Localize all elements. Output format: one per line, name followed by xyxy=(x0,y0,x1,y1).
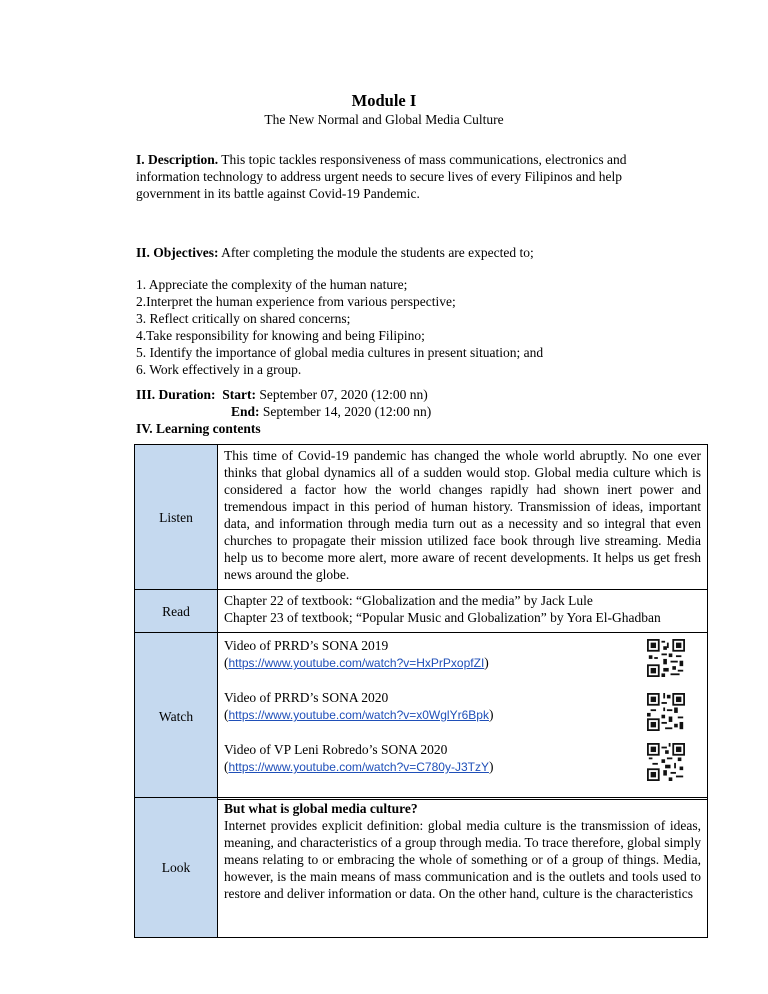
listen-label: Listen xyxy=(135,445,218,590)
page-title: Module I xyxy=(351,91,417,110)
description-text: This topic tackles responsiveness of mass communications, electronics and information technology to address urgent needs to secure lives of every Filipinos and help government in its battle against Covid-19 Pandemic. xyxy=(136,152,627,201)
qr-code-icon xyxy=(647,743,685,781)
read-label: Read xyxy=(135,590,218,633)
look-title: But what is global media culture? xyxy=(224,801,418,816)
objective-item: 1. Appreciate the complexity of the human nature; xyxy=(136,277,408,292)
listen-text: This time of Covid-19 pandemic has changed the whole world abruptly. No one ever thinks that global dynamics all of a sudden would stop. Global media culture which is considered a factor how the world changes rapidly had shown inert power and tremendous impact in this period of human history. Transmission of ideas, important data, and information through media turn out as a necessity and so integral that even churches to propagate their mission utilized face book through live streaming. Media help us to become more alert, more aware of recent developments. It helps us get fresh news around the globe. xyxy=(218,445,708,590)
qr-code-icon xyxy=(647,639,685,677)
watch-item xyxy=(224,741,701,793)
objectives-list xyxy=(136,276,656,378)
page-subtitle: The New Normal and Global Media Culture xyxy=(264,112,504,127)
watch-item-title: Video of VP Leni Robredo’s SONA 2020 xyxy=(224,742,448,757)
description-section xyxy=(136,151,656,202)
look-table xyxy=(134,797,708,938)
objective-item: 3. Reflect critically on shared concerns; xyxy=(136,311,351,326)
watch-item xyxy=(224,637,701,689)
look-row xyxy=(135,798,708,938)
watch-content xyxy=(218,633,708,800)
watch-item xyxy=(224,689,701,741)
watch-link[interactable]: https://www.youtube.com/watch?v=HxPrPxopfZI xyxy=(228,656,485,670)
watch-item-title: Video of PRRD’s SONA 2019 xyxy=(224,638,389,653)
watch-label: Watch xyxy=(135,633,218,800)
objectives-intro: After completing the module the students are expected to; xyxy=(218,245,534,260)
objective-item: 6. Work effectively in a group. xyxy=(136,362,302,377)
objective-item: 2.Interpret the human experience from various perspective; xyxy=(136,294,456,309)
watch-link-wrapper: (https://www.youtube.com/watch?v=x0WglYr6Bpk) xyxy=(224,707,494,722)
look-text: Internet provides explicit definition: global media culture is the transmission of ideas, meaning, and characteristics of a group through media. To trace therefore, global simply means relating to or embracing the whole of something or of a group of things. Media, however, is the main means of mass communication and is the outlets and tools used to restore and deliver information or data. On the other hand, culture is the characteristics xyxy=(224,818,701,901)
duration-end-value: September 14, 2020 (12:00 nn) xyxy=(259,404,432,419)
read-content xyxy=(218,590,708,633)
duration-start-value: September 07, 2020 (12:00 nn) xyxy=(256,387,428,402)
learning-contents-table xyxy=(134,444,708,800)
duration-start xyxy=(136,386,696,403)
read-item: Chapter 23 of textbook; “Popular Music and Globalization” by Yora El-Ghadban xyxy=(224,610,661,625)
watch-link[interactable]: https://www.youtube.com/watch?v=C780y-J3TzY xyxy=(228,760,489,774)
duration-end xyxy=(231,403,691,420)
read-row xyxy=(135,590,708,633)
look-content xyxy=(218,798,708,938)
objective-item: 5. Identify the importance of global media cultures in present situation; and xyxy=(136,345,544,360)
objectives-label: II. Objectives: xyxy=(136,245,219,260)
watch-item-title: Video of PRRD’s SONA 2020 xyxy=(224,690,389,705)
description-label: I. Description. xyxy=(136,152,219,167)
watch-link-wrapper: (https://www.youtube.com/watch?v=C780y-J3TzY) xyxy=(224,759,494,774)
duration-label: III. Duration: xyxy=(136,387,216,402)
duration-end-label: End: xyxy=(231,404,260,419)
look-label: Look xyxy=(135,798,218,938)
duration-start-label: Start: xyxy=(222,387,257,402)
read-item: Chapter 22 of textbook: “Globalization and the media” by Jack Lule xyxy=(224,593,593,608)
watch-link-wrapper: (https://www.youtube.com/watch?v=HxPrPxopfZI) xyxy=(224,655,489,670)
objective-item: 4.Take responsibility for knowing and being Filipino; xyxy=(136,328,425,343)
watch-row xyxy=(135,633,708,800)
watch-link[interactable]: https://www.youtube.com/watch?v=x0WglYr6Bpk xyxy=(228,708,489,722)
listen-row xyxy=(135,445,708,590)
qr-code-icon xyxy=(647,693,685,731)
learning-contents-heading: IV. Learning contents xyxy=(136,421,261,436)
objectives-heading xyxy=(136,244,656,261)
